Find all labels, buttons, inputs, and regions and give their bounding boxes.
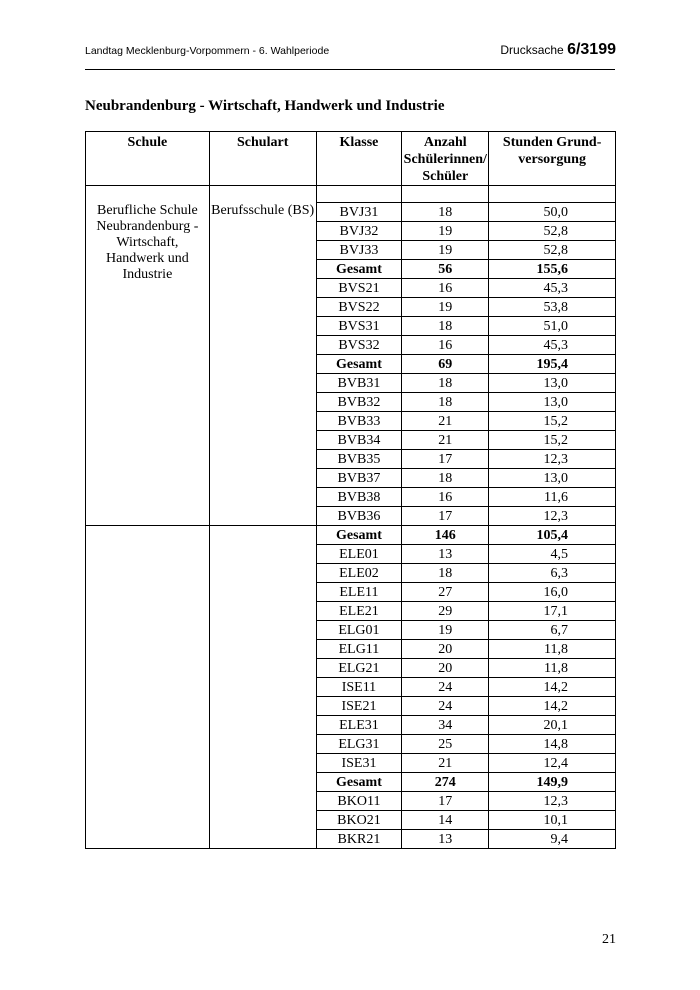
stunden-cell: 15,2 [489, 412, 616, 431]
klasse-cell: ELE02 [316, 564, 402, 583]
stunden-cell: 13,0 [489, 469, 616, 488]
klasse-cell: Gesamt [316, 773, 402, 792]
klasse-cell: BVB38 [316, 488, 402, 507]
klasse-cell: Gesamt [316, 355, 402, 374]
anzahl-cell: 14 [402, 811, 489, 830]
anzahl-cell: 24 [402, 678, 489, 697]
stunden-cell: 12,4 [489, 754, 616, 773]
anzahl-cell: 18 [402, 393, 489, 412]
anzahl-cell: 27 [402, 583, 489, 602]
klasse-cell: BVB32 [316, 393, 402, 412]
stunden-cell: 9,4 [489, 830, 616, 849]
klasse-cell: ELE21 [316, 602, 402, 621]
school-name-cell: Berufliche Schule Neubrandenburg - Wirtschaft, Handwerk und Industrie [86, 203, 210, 526]
klasse-cell: BKO11 [316, 792, 402, 811]
klasse-cell: BVB33 [316, 412, 402, 431]
klasse-cell: BVJ32 [316, 222, 402, 241]
klasse-cell: BVJ31 [316, 203, 402, 222]
page-number: 21 [602, 932, 616, 947]
klasse-cell: BVB34 [316, 431, 402, 450]
anzahl-cell: 19 [402, 241, 489, 260]
spacer-row [86, 186, 616, 203]
stunden-cell: 15,2 [489, 431, 616, 450]
anzahl-cell: 17 [402, 792, 489, 811]
anzahl-cell: 18 [402, 374, 489, 393]
klasse-cell: BVS21 [316, 279, 402, 298]
anzahl-cell: 146 [402, 526, 489, 545]
klasse-cell: ELE31 [316, 716, 402, 735]
stunden-cell: 14,2 [489, 678, 616, 697]
stunden-cell: 11,6 [489, 488, 616, 507]
anzahl-cell: 56 [402, 260, 489, 279]
school-type-cell: Berufsschule (BS) [209, 203, 316, 526]
klasse-cell: BKO21 [316, 811, 402, 830]
anzahl-cell: 21 [402, 431, 489, 450]
total-row [86, 526, 616, 545]
stunden-cell: 105,4 [489, 526, 616, 545]
klasse-cell: BVS31 [316, 317, 402, 336]
stunden-cell: 45,3 [489, 336, 616, 355]
klasse-cell: BVB37 [316, 469, 402, 488]
anzahl-cell: 24 [402, 697, 489, 716]
klasse-cell: ISE31 [316, 754, 402, 773]
anzahl-cell: 25 [402, 735, 489, 754]
anzahl-cell: 274 [402, 773, 489, 792]
stunden-cell: 13,0 [489, 393, 616, 412]
klasse-cell: ISE11 [316, 678, 402, 697]
anzahl-cell: 69 [402, 355, 489, 374]
klasse-cell: Gesamt [316, 260, 402, 279]
anzahl-cell: 20 [402, 659, 489, 678]
stunden-cell: 12,3 [489, 450, 616, 469]
stunden-cell: 11,8 [489, 659, 616, 678]
anzahl-cell: 18 [402, 469, 489, 488]
klasse-cell: ELG21 [316, 659, 402, 678]
stunden-cell: 52,8 [489, 222, 616, 241]
stunden-cell: 12,3 [489, 507, 616, 526]
anzahl-cell: 20 [402, 640, 489, 659]
document-number-value: 6/3199 [567, 41, 616, 58]
stunden-cell: 53,8 [489, 298, 616, 317]
anzahl-cell: 18 [402, 203, 489, 222]
stunden-cell: 52,8 [489, 241, 616, 260]
klasse-cell: ISE21 [316, 697, 402, 716]
klasse-cell: ELG31 [316, 735, 402, 754]
school-table [85, 131, 616, 849]
header-schulart: Schulart [209, 132, 316, 186]
stunden-cell: 16,0 [489, 583, 616, 602]
klasse-cell: BVB35 [316, 450, 402, 469]
stunden-cell: 11,8 [489, 640, 616, 659]
header-klasse: Klasse [316, 132, 402, 186]
anzahl-cell: 16 [402, 336, 489, 355]
anzahl-cell: 29 [402, 602, 489, 621]
anzahl-cell: 17 [402, 450, 489, 469]
stunden-cell: 14,2 [489, 697, 616, 716]
klasse-cell: BVS32 [316, 336, 402, 355]
klasse-cell: BKR21 [316, 830, 402, 849]
anzahl-cell: 13 [402, 830, 489, 849]
anzahl-cell: 18 [402, 317, 489, 336]
stunden-cell: 149,9 [489, 773, 616, 792]
stunden-cell: 17,1 [489, 602, 616, 621]
anzahl-cell: 21 [402, 412, 489, 431]
stunden-cell: 45,3 [489, 279, 616, 298]
anzahl-cell: 13 [402, 545, 489, 564]
anzahl-cell: 18 [402, 564, 489, 583]
empty-merged-cell [209, 526, 316, 849]
anzahl-cell: 19 [402, 621, 489, 640]
header-title: Landtag Mecklenburg-Vorpommern - 6. Wahlperiode [85, 45, 330, 57]
anzahl-cell: 21 [402, 754, 489, 773]
stunden-cell: 50,0 [489, 203, 616, 222]
anzahl-cell: 16 [402, 279, 489, 298]
stunden-cell: 14,8 [489, 735, 616, 754]
anzahl-cell: 19 [402, 222, 489, 241]
stunden-cell: 6,7 [489, 621, 616, 640]
klasse-cell: Gesamt [316, 526, 402, 545]
klasse-cell: BVB31 [316, 374, 402, 393]
table-body [86, 186, 616, 849]
klasse-cell: ELG11 [316, 640, 402, 659]
table-row [86, 203, 616, 222]
anzahl-cell: 19 [402, 298, 489, 317]
header-stunden: Stunden Grund-versorgung [489, 132, 616, 186]
document-number [500, 41, 616, 59]
klasse-cell: ELE01 [316, 545, 402, 564]
anzahl-cell: 34 [402, 716, 489, 735]
anzahl-cell: 17 [402, 507, 489, 526]
stunden-cell: 13,0 [489, 374, 616, 393]
header-divider [85, 69, 615, 70]
table-header-row [86, 132, 616, 186]
klasse-cell: BVS22 [316, 298, 402, 317]
section-title: Neubrandenburg - Wirtschaft, Handwerk und Industrie [85, 98, 445, 114]
stunden-cell: 12,3 [489, 792, 616, 811]
klasse-cell: BVJ33 [316, 241, 402, 260]
empty-merged-cell [86, 526, 210, 849]
stunden-cell: 155,6 [489, 260, 616, 279]
klasse-cell: ELG01 [316, 621, 402, 640]
stunden-cell: 20,1 [489, 716, 616, 735]
stunden-cell: 4,5 [489, 545, 616, 564]
klasse-cell: BVB36 [316, 507, 402, 526]
stunden-cell: 10,1 [489, 811, 616, 830]
stunden-cell: 51,0 [489, 317, 616, 336]
anzahl-cell: 16 [402, 488, 489, 507]
document-number-label: Drucksache [500, 43, 564, 57]
klasse-cell: ELE11 [316, 583, 402, 602]
stunden-cell: 195,4 [489, 355, 616, 374]
header-schule: Schule [86, 132, 210, 186]
header-anzahl: Anzahl Schülerinnen/ Schüler [402, 132, 489, 186]
stunden-cell: 6,3 [489, 564, 616, 583]
